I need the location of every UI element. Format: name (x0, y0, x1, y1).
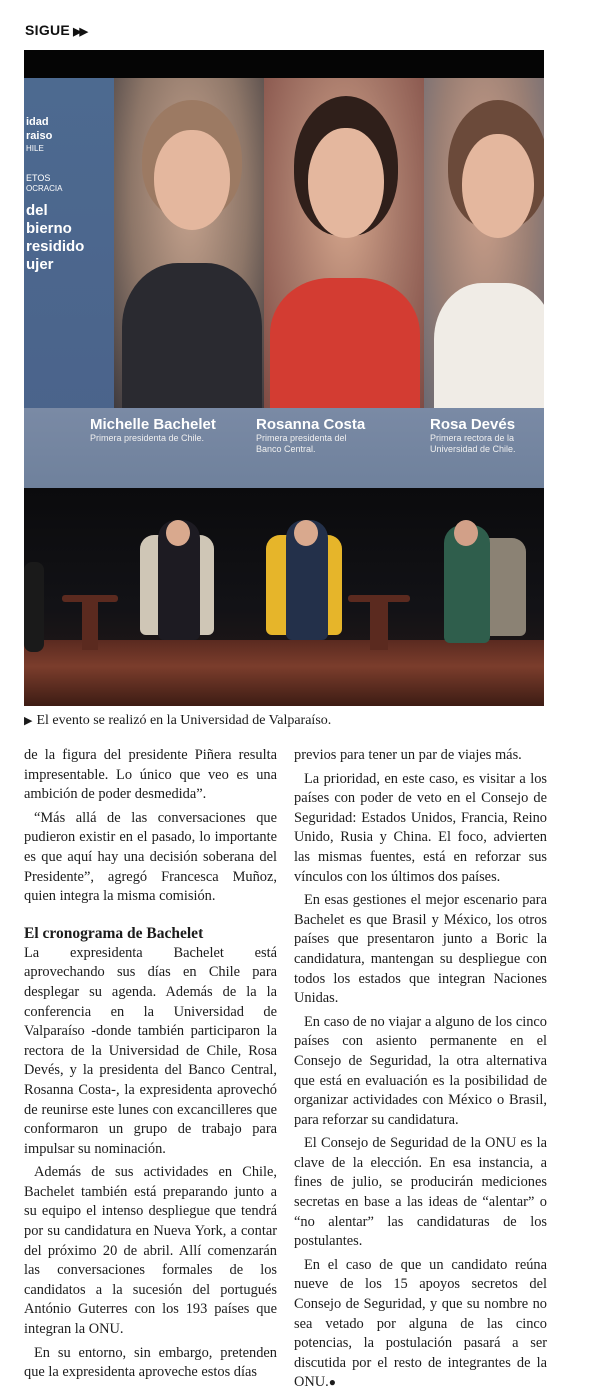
paragraph: En caso de no viajar a alguno de los cinco países con asiento permanente en el Consejo de Seguridad, la otra alternativa que está en evaluación es la posibilidad de organizar actividades con México o Brasil, para reforzar su candidatura. (294, 1013, 547, 1128)
speaker-name: Rosa Devés (430, 416, 516, 433)
screen-caption-band (24, 408, 544, 488)
paragraph: previos para tener un par de viajes más. (294, 747, 522, 763)
paragraph: En su entorno, sin embargo, pretenden que la expresidenta aproveche estos días (24, 1344, 277, 1381)
portrait-costa (264, 78, 424, 408)
speaker-head (454, 520, 478, 546)
portrait-bachelet (114, 78, 264, 408)
continue-marker[interactable] (25, 22, 86, 38)
screen-text: residido (26, 238, 85, 255)
screen-text: raiso (26, 130, 53, 142)
speaker-role: Primera presidenta de Chile. (90, 433, 205, 443)
screen-text: ETOS (26, 173, 51, 183)
side-table-leg (370, 600, 388, 650)
speaker-name: Michelle Bachelet (90, 416, 216, 433)
paragraph: El Consejo de Seguridad de la ONU es la clave de la elección. En esa instancia, a fines de julio, se producirán mediciones secretas en base a las ideas de “alentar” o “no alentar” las candidaturas de los postulantes. (294, 1135, 547, 1250)
stage-floor (24, 640, 544, 706)
paragraph-text: En el caso de que un candidato reúna nueve de los 15 apoyos secretos del Consejo de Seguridad, y que su nombre no sea vetado por alguna de las cinco potencias, la postulación pasará a ser discutida por el resto de integrantes de la ONU. (294, 1256, 547, 1391)
continue-label: SIGUE (25, 22, 71, 38)
speaker-head (166, 520, 190, 546)
caption-arrow-icon: ▶ (24, 715, 33, 727)
event-photo (24, 50, 544, 706)
screen-text: OCRACIA (26, 184, 63, 193)
speaker-figure (24, 562, 44, 652)
subheading: El cronograma de Bachelet (24, 924, 204, 942)
paragraph (294, 1256, 547, 1393)
projection-screen (24, 78, 544, 488)
screen-text: bierno (26, 220, 72, 237)
paragraph: Además de sus actividades en Chile, Bachelet también está preparando junto a su equipo el intenso despliegue que tendrá por su candidatura en Nueva York, a contar del próximo 20 de abril. Allí comenzarán las conversaciones formales de los candidatos a la sucesión del portugués António Guterres con los 193 países que integran la ONU. (24, 1164, 277, 1338)
screen-text: del (26, 202, 48, 219)
speaker-head (294, 520, 318, 546)
side-table-leg (82, 600, 98, 650)
speaker-role: Primera presidenta del Banco Central. (256, 433, 347, 454)
photo-caption-text: El evento se realizó en la Universidad de Valparaíso. (36, 713, 332, 728)
article-column-right (294, 746, 547, 1393)
paragraph: La prioridad, en este caso, es visitar a los países con poder de veto en el Consejo de Seguridad: Estados Unidos, Francia, Reino Unido, Rusia y China. El foco, advierten las mismas fuentes, está en reforzar sus vínculos con los últimos dos países. (294, 770, 547, 885)
photo-caption (24, 713, 331, 729)
portrait-deves (424, 78, 544, 408)
screen-text: idad (26, 116, 49, 128)
speaker-caption (430, 416, 536, 455)
end-mark-icon: ● (328, 1375, 337, 1390)
double-arrow-icon: ▶▶ (73, 26, 86, 38)
speaker-name: Rosanna Costa (256, 416, 366, 433)
speaker-role: Primera rectora de la Universidad de Chile. (430, 433, 516, 454)
article-column-left (24, 746, 277, 1383)
speaker-caption (256, 416, 365, 455)
paragraph: En esas gestiones el mejor escenario para Bachelet es que Brasil y México, los otros países que presentaron junto a Boric la candidatura, mantengan su despliegue con todos los estados que integran Naciones Unidas. (294, 892, 547, 1007)
paragraph: de la figura del presidente Piñera resulta impresentable. Lo único que veo es una ambición de poder desmedida”. (24, 747, 277, 803)
paragraph: La expresidenta Bachelet está aprovechando sus días en Chile para desplegar su agenda. Además de la la conferencia en la Universidad de Valparaíso -donde también participaron la rectora de la Universidad de Chile, Rosa Devés, y la presidenta del Banco Central, Rosanna Costa-, la expresidenta aprovechó de reunirse este lunes con excancilleres que conformaron un grupo de trabajo para impulsar su nominación. (24, 944, 277, 1157)
screen-text: HILE (26, 144, 44, 153)
speaker-caption (90, 416, 216, 444)
paragraph: “Más allá de las conversaciones que pudieron existir en el pasado, lo importante es que aquí hay una decisión soberana del Presidente”, agregó Francesca Muñoz, quien integra la misma comisión. (24, 809, 277, 905)
screen-text: ujer (26, 256, 54, 273)
